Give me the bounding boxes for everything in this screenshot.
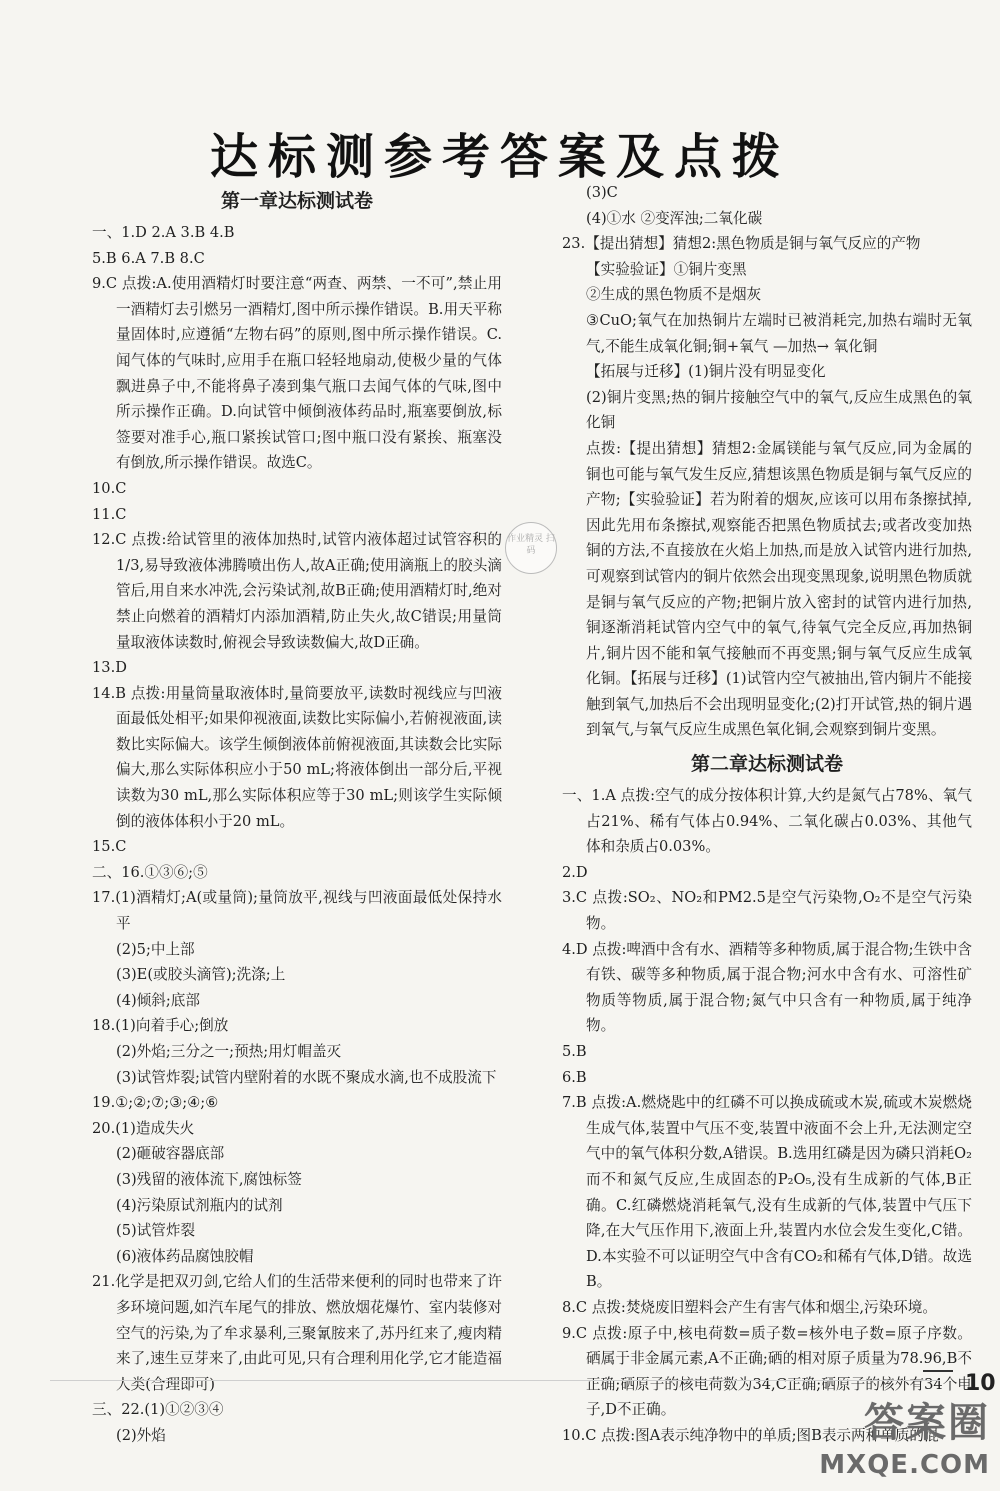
watermark-logo-text: 答案圈 <box>864 1400 990 1446</box>
answer-line: 15.C <box>92 838 127 856</box>
side-watermark <box>915 780 995 1320</box>
answer-line: 【拓展与迁移】(1)铜片没有明显变化 <box>586 363 826 381</box>
answer-line: (2)外焰;三分之一;预热;用灯帽盖灭 <box>116 1043 342 1060</box>
page-number-dash <box>923 1370 953 1372</box>
answer-line: 10.C <box>92 479 127 497</box>
answer-line: 23.【提出猜想】猜想2:黑色物质是铜与氧气反应的产物 <box>562 235 921 253</box>
answer-line: 4.D 点拨:啤酒中含有水、酒精等多种物质,属于混合物;生铁中含有铁、碳等多种物质,属于混合物;河水中含有水、可溶性矿物质等物质,属于混合物;氮气中只含有一种物质,属于纯净物。 <box>562 940 972 1035</box>
answer-line: 3.C 点拨:SO₂、NO₂和PM2.5是空气污染物,O₂不是空气污染物。 <box>562 889 972 933</box>
footer-divider <box>50 1380 940 1381</box>
answer-line: 11.C <box>92 505 127 523</box>
answer-line: 9.C 点拨:A.使用酒精灯时要注意“两查、两禁、一不可”,禁止用一酒精灯去引燃另一酒精灯,图中所示操作错误。B.用天平称量固体时,应遵循“左物右码”的原则,图中所示操作错误。C.闻气体的气味时,应用手在瓶口轻轻地扇动,使极少量的气体飘进鼻子中,不能将鼻子凑到集气瓶口去闻气体的气味,图中所示操作正确。D.向试管中倾倒液体药品时,瓶塞要倒放,标签要对准手心,瓶口紧挨试管口;图中瓶口没有紧挨、瓶塞没有倒放,所示操作错误。故选C。 <box>92 275 502 472</box>
section-heading: 第二章达标测试卷 <box>690 753 843 776</box>
site-watermark <box>760 1398 990 1486</box>
answer-line: (6)液体药品腐蚀胶帽 <box>116 1247 254 1265</box>
answer-line: ②生成的黑色物质不是烟灰 <box>586 286 762 304</box>
answer-line: 6.B <box>562 1068 587 1086</box>
answer-line: (2)砸破容器底部 <box>116 1145 225 1163</box>
answer-line: 一、1.A 点拨:空气的成分按体积计算,大约是氮气占78%、氧气占21%、稀有气体占0.94%、二氧化碳占0.03%、其他气体和杂质占0.03%。 <box>562 787 972 856</box>
answer-line: 2.D <box>562 863 588 881</box>
watermark-site-text: MXQE.COM <box>819 1450 990 1480</box>
answer-line: 一、1.D 2.A 3.B 4.B <box>92 224 235 241</box>
answer-line: 13.D <box>92 659 127 677</box>
right-column <box>562 180 972 1449</box>
answer-line: 21.化学是把双刃剑,它给人们的生活带来便利的同时也带来了许多环境问题,如汽车尾气的排放、燃放烟花爆竹、室内装修对空气的污染,为了牟求暴利,三聚氰胺来了,苏丹红来了,瘦肉精来了,速生豆芽来了,由此可见,只有合理利用化学,它才能造福人类(合理即可) <box>92 1273 502 1393</box>
answer-line: (2)铜片变黑;热的铜片接触空气中的氧气,反应生成黑色的氧化铜 <box>586 388 972 432</box>
answer-line: (2)5;中上部 <box>116 940 195 958</box>
answer-line: ③CuO;氧气在加热铜片左端时已被消耗完,加热右端时无氧气,不能生成氧化铜;铜+氧气 —加热→ 氧化铜 <box>586 311 972 355</box>
answer-line: 18.(1)向着手心;倒放 <box>92 1017 229 1035</box>
answer-line: 12.C 点拨:给试管里的液体加热时,试管内液体超过试管容积的1/3,易导致液体沸腾喷出伤人,故A正确;使用滴瓶上的胶头滴管后,用自来水冲洗,会污染试剂,故B正确;使用酒精灯时,绝对禁止向燃着的酒精灯内添加酒精,防止失火,故C错误;用量筒量取液体读数时,俯视会导致读数偏大,故D正确。 <box>92 531 502 651</box>
answer-line: (3)C <box>586 184 618 201</box>
answer-line: 【实验验证】①铜片变黑 <box>586 260 747 278</box>
answer-line: 8.C 点拨:焚烧废旧塑料会产生有害气体和烟尘,污染环境。 <box>562 1298 937 1316</box>
answer-line: 17.(1)酒精灯;A(或量筒);量筒放平,视线与凹液面最低处保持水平 <box>92 889 502 933</box>
answer-line: (2)外焰 <box>116 1426 166 1444</box>
answer-line: (4)污染原试剂瓶内的试剂 <box>116 1196 283 1214</box>
answer-line: (4)①水 ②变浑浊;二氧化碳 <box>586 209 763 227</box>
answer-line: 三、22.(1)①②③④ <box>92 1401 224 1419</box>
answer-line: 10.C 点拨:图A表示纯净物中的单质;图B表示两种单质的混 <box>562 1426 939 1444</box>
page-number: 10 <box>965 1371 996 1396</box>
answer-line: 5.B <box>562 1043 587 1060</box>
answer-line: (4)倾斜;底部 <box>116 991 200 1009</box>
answer-line: (3)E(或胶头滴管);洗涤;上 <box>116 966 286 984</box>
answer-line: (3)试管炸裂;试管内壁附着的水既不聚成水滴,也不成股流下 <box>116 1068 497 1086</box>
left-column <box>92 180 502 1449</box>
answer-line: 二、16.①③⑥;⑤ <box>92 863 208 881</box>
stamp-seal: 作业精灵 扫码 <box>505 522 557 574</box>
answer-line: 14.B 点拨:用量筒量取液体时,量筒要放平,读数时视线应与凹液面最低处相平;如果仰视液面,读数比实际偏小,若俯视液面,读数比实际偏大。该学生倾倒液体前俯视液面,其读数会比实际偏大,那么实际体积应小于50 mL;将液体倒出一部分后,平视读数为30 mL,那么实际体积应等于30 mL;则该学生实际倾倒的液体体积小于20 mL。 <box>92 684 502 830</box>
answer-line: 7.B 点拨:A.燃烧匙中的红磷不可以换成硫或木炭,硫或木炭燃烧生成气体,装置中气压不变,装置中液面不会上升,无法测定空气中的氧气体积分数,A错误。B.选用红磷是因为磷只消耗O₂而不和氮气反应,生成固态的P₂O₅,没有生成新的气体,B正确。C.红磷燃烧消耗氧气,没有生成新的气体,装置中气压下降,在大气压作用下,液面上升,装置内水位会发生变化,C错。D.本实验不可以证明空气中含有CO₂和稀有气体,D错。故选B。 <box>562 1094 972 1291</box>
answer-line: 5.B 6.A 7.B 8.C <box>92 249 205 267</box>
section-heading: 第一章达标测试卷 <box>220 190 373 212</box>
answer-line: 20.(1)造成失火 <box>92 1119 195 1137</box>
page-title: 达标测参考答案及点拨 <box>209 129 790 185</box>
answer-line: (5)试管炸裂 <box>116 1222 196 1240</box>
answer-line: 点拨:【提出猜想】猜想2:金属镁能与氧气反应,同为金属的铜也可能与氧气发生反应,猜想该黑色物质是铜与氧气反应的产物;【实验验证】若为附着的烟灰,应该可以用布条擦拭掉,因此先用布条擦拭,观察能否把黑色物质拭去;或者改变加热铜的方法,不直接放在火焰上加热,而是放入试管内进行加热,可观察到试管内的铜片依然会出现变黑现象,说明黑色物质就是铜与氧气反应的产物;把铜片放入密封的试管内进行加热,铜逐渐消耗试管内空气中的氧气,待氧气完全反应,再加热铜片,铜片因不能和氧气接触而不再变黑;铜与氧气反应生成氧化铜。【拓展与迁移】(1)试管内空气被抽出,管内铜片不能接触到氧气,加热后不会出现明显变化;(2)打开试管,热的铜片遇到氧气,与氧气反应生成黑色氧化铜,会观察到铜片变黑。 <box>586 439 972 739</box>
answer-line: 9.C 点拨:原子中,核电荷数=质子数=核外电子数=原子序数。硒属于非金属元素,A不正确;硒的相对原子质量为78.96,B不正确;硒原子的核电荷数为34,C正确;硒原子的核外有34个电子,D不正确。 <box>562 1324 972 1419</box>
answer-line: (3)残留的液体流下,腐蚀标签 <box>116 1170 302 1188</box>
answer-line: 19.①;②;⑦;③;④;⑥ <box>92 1094 219 1112</box>
